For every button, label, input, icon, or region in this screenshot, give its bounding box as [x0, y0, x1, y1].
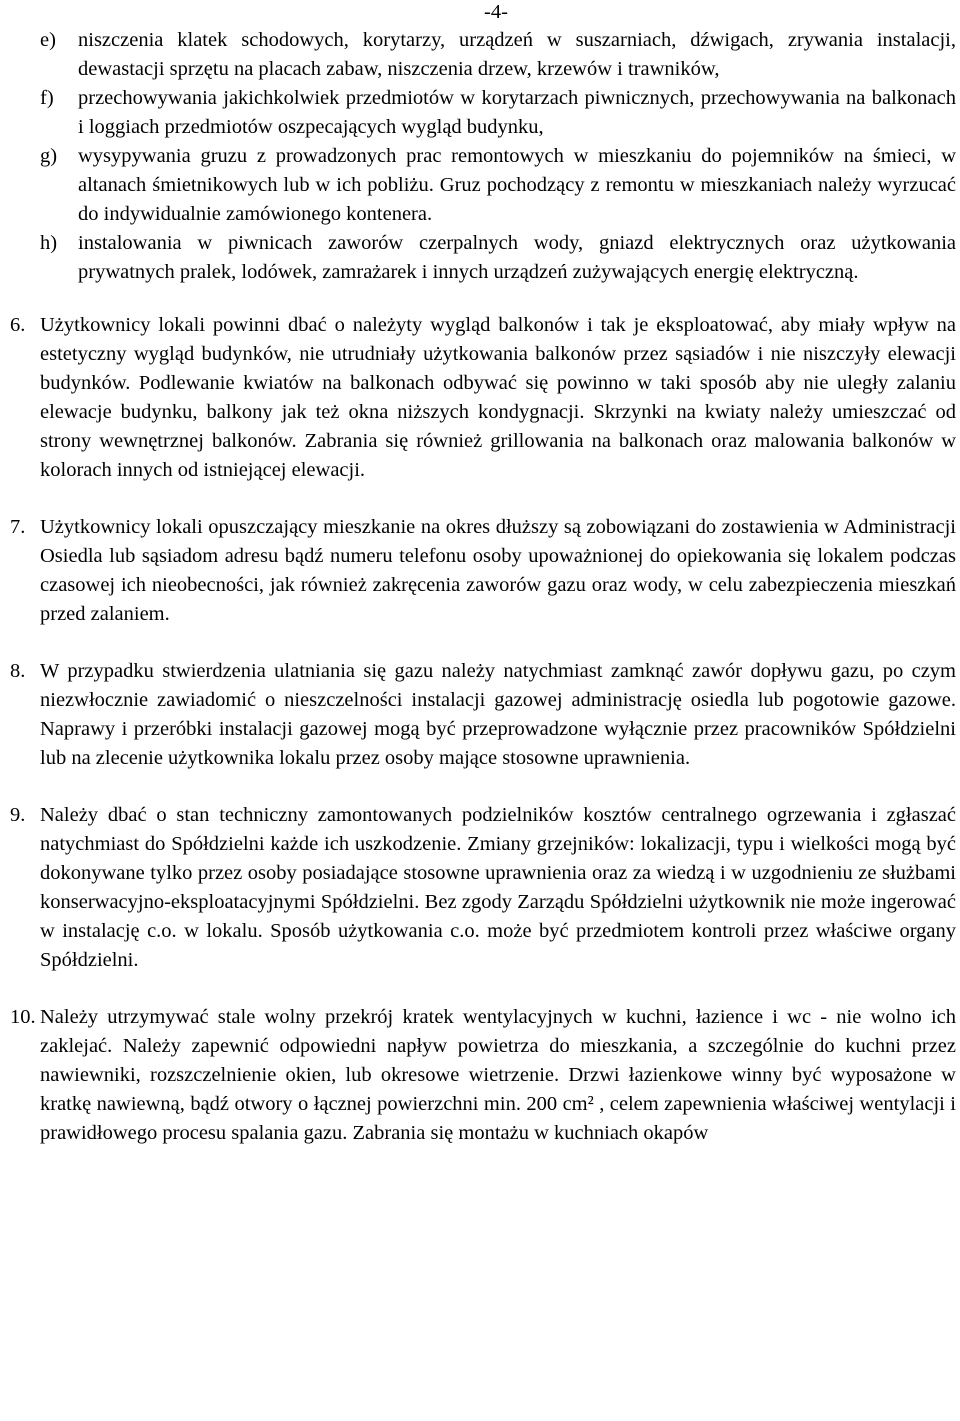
paragraph-text: W przypadku stwierdzenia ulatniania się gazu należy natychmiast zamknąć zawór dopływu gazu, po czym niezwłocznie zawiadomić o nieszczelności instalacji gazowej administrację osiedla lub pogotowie gazowe. Naprawy i przeróbki instalacji gazowej mogą być przeprowadzone wyłącznie przez pracowników Spółdzielni lub na zlecenie użytkownika lokalu przez osoby mające stosowne uprawnienia.: [40, 660, 956, 769]
item-marker: e): [40, 29, 56, 51]
paragraph-7: [10, 513, 956, 629]
list-item-h: [10, 229, 956, 287]
paragraph-9: [10, 801, 956, 975]
paragraph-text: Użytkownicy lokali opuszczający mieszkanie na okres dłuższy są zobowiązani do zostawienia w Administracji Osiedla lub sąsiadom adresu bądź numeru telefonu osoby upoważnionej do opiekowania się lokalem podczas czasowej ich nieobecności, jak również zakręcenia zaworów gazu oraz wody, w celu zabezpieczenia mieszkań przed zalaniem.: [40, 516, 956, 625]
item-marker: g): [40, 145, 58, 167]
paragraph-text: Należy dbać o stan techniczny zamontowanych podzielników kosztów centralnego ogrzewania i zgłaszać natychmiast do Spółdzielni każde ich uszkodzenie. Zmiany grzejników: lokalizacji, typu i wielkości mogą być dokonywane tylko przez osoby posiadające stosowne uprawnienia oraz za wiedzą i w uzgodnieniu ze służbami konserwacyjno-eksploatacyjnymi Spółdzielni. Bez zgody Zarządu Spółdzielni użytkownik nie może ingerować w instalację c.o. w lokalu. Sposób użytkowania c.o. może być przedmiotem kontroli przez właściwe organy Spółdzielni.: [40, 804, 956, 971]
item-text: instalowania w piwnicach zaworów czerpalnych wody, gniazd elektrycznych oraz użytkowania prywatnych pralek, lodówek, zamrażarek i innych urządzeń zużywających energię elektryczną.: [78, 232, 956, 283]
item-text: przechowywania jakichkolwiek przedmiotów w korytarzach piwnicznych, przechowywania na balkonach i loggiach przedmiotów oszpecających wygląd budynku,: [78, 87, 956, 138]
paragraph-10: [10, 1003, 956, 1148]
paragraph-text: Użytkownicy lokali powinni dbać o należyty wygląd balkonów i tak je eksploatować, aby miały wpływ na estetyczny wygląd budynków, nie utrudniały użytkowania balkonów przez sąsiadów i nie niszczyły elewacji budynków. Podlewanie kwiatów na balkonach odbywać się powinno w taki sposób aby nie uległy zalaniu elewacje budynku, balkony jak też okna niższych kondygnacji. Skrzynki na kwiaty należy umieszczać od strony wewnętrznej balkonów. Zabrania się również grillowania na balkonach oraz malowania balkonów w kolorach innych od istniejącej elewacji.: [40, 314, 956, 481]
item-marker: f): [40, 87, 54, 109]
paragraph-number: 6.: [10, 314, 26, 336]
paragraph-number: 8.: [10, 660, 26, 682]
list-item-e: [10, 26, 956, 84]
document-body: [10, 26, 956, 1148]
paragraph-text: Należy utrzymywać stale wolny przekrój kratek wentylacyjnych w kuchni, łazience i wc - nie wolno ich zaklejać. Należy zapewnić odpowiedni napływ powietrza do mieszkania, a szczególnie do kuchni przez nawiewniki, rozszczelnienie okien, lub okresowe wietrzenie. Drzwi łazienkowe winny być wyposażone w kratkę nawiewną, bądź otwory o łącznej powierzchni min. 200 cm² , celem zapewnienia właściwej wentylacji i prawidłowego procesu spalania gazu. Zabrania się montażu w kuchniach okapów: [40, 1006, 956, 1144]
paragraph-number: 10.: [10, 1006, 36, 1028]
paragraph-number: 9.: [10, 804, 26, 826]
page-number: -4-: [484, 1, 508, 23]
item-text: niszczenia klatek schodowych, korytarzy, urządzeń w suszarniach, dźwigach, zrywania instalacji, dewastacji sprzętu na placach zabaw, niszczenia drzew, krzewów i trawników,: [78, 29, 956, 80]
list-item-f: [10, 84, 956, 142]
paragraph-8: [10, 657, 956, 773]
item-marker: h): [40, 232, 58, 254]
list-item-g: [10, 142, 956, 229]
prohibitions-sublist: [10, 26, 956, 287]
item-text: wysypywania gruzu z prowadzonych prac remontowych w mieszkaniu do pojemników na śmieci, w altanach śmietnikowych lub w ich pobliżu. Gruz pochodzący z remontu w mieszkaniach należy wyrzucać do indywidualnie zamówionego kontenera.: [78, 145, 956, 225]
paragraph-number: 7.: [10, 516, 26, 538]
paragraph-6: [10, 311, 956, 485]
